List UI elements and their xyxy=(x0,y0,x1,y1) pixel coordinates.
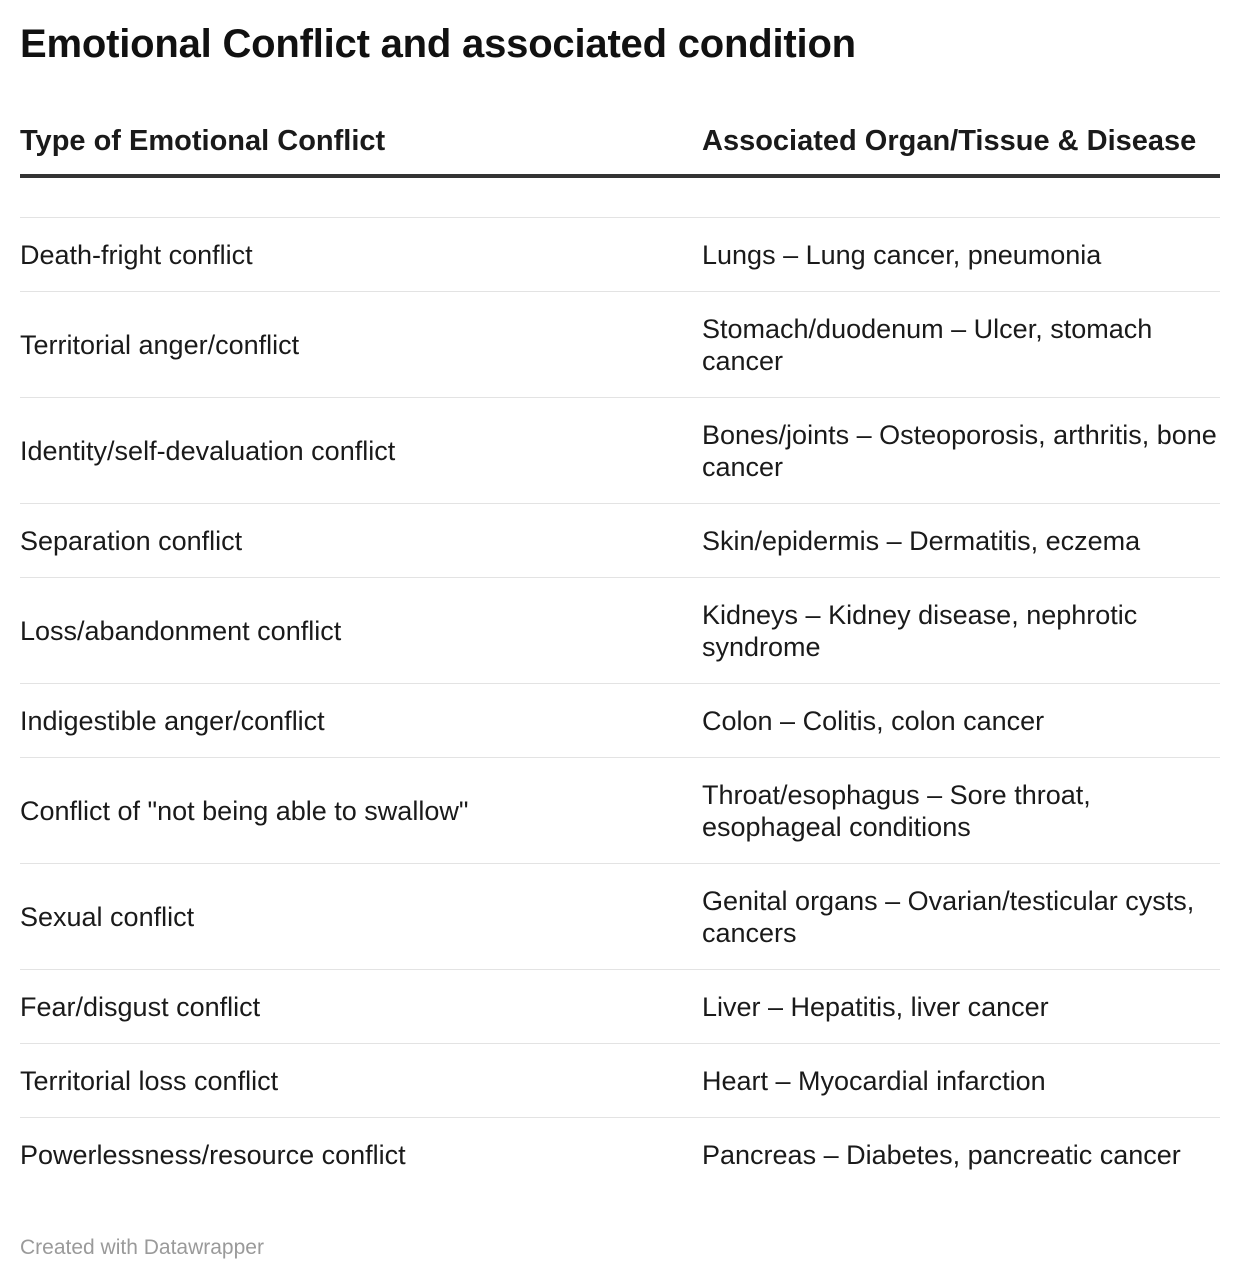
table-header xyxy=(20,108,1220,178)
organ-disease-cell: Genital organs – Ovarian/testicular cysts, cancers xyxy=(702,885,1195,948)
conflict-cell: Sexual conflict xyxy=(20,901,195,932)
table-row xyxy=(20,218,1220,292)
conflict-cell: Identity/self-devaluation conflict xyxy=(20,435,396,466)
organ-disease-cell: Pancreas – Diabetes, pancreatic cancer xyxy=(702,1140,1181,1170)
conflict-cell: Separation conflict xyxy=(20,525,243,556)
table-row xyxy=(20,292,1220,398)
header-organ-disease[interactable]: Associated Organ/Tissue & Disease xyxy=(702,124,1197,157)
organ-disease-cell: Colon – Colitis, colon cancer xyxy=(702,705,1045,736)
conflict-cell: Loss/abandonment conflict xyxy=(20,615,342,646)
conflict-cell: Territorial loss conflict xyxy=(20,1065,279,1096)
conflict-cell: Conflict of "not being able to swallow" xyxy=(20,795,469,826)
table-row xyxy=(20,864,1220,970)
table-row xyxy=(20,504,1220,578)
page-title: Emotional Conflict and associated condition xyxy=(20,22,856,66)
organ-disease-cell: Bones/joints – Osteoporosis, arthritis, bone cancer xyxy=(702,419,1217,482)
conflict-cell: Death-fright conflict xyxy=(20,239,253,270)
table-spacer xyxy=(20,178,1220,218)
organ-disease-cell: Liver – Hepatitis, liver cancer xyxy=(702,991,1049,1022)
table-row xyxy=(20,1044,1220,1118)
conflict-cell: Indigestible anger/conflict xyxy=(20,705,325,736)
table-row xyxy=(20,398,1220,504)
organ-disease-cell: Lungs – Lung cancer, pneumonia xyxy=(702,239,1102,270)
conflict-cell: Powerlessness/resource conflict xyxy=(20,1140,406,1170)
table-row xyxy=(20,758,1220,864)
table-row xyxy=(20,1118,1220,1192)
header-conflict-type[interactable]: Type of Emotional Conflict xyxy=(20,124,386,157)
table-row xyxy=(20,970,1220,1044)
conflict-cell: Fear/disgust conflict xyxy=(20,991,261,1022)
table-row xyxy=(20,684,1220,758)
table-row xyxy=(20,578,1220,684)
organ-disease-cell: Skin/epidermis – Dermatitis, eczema xyxy=(702,525,1141,556)
organ-disease-cell: Throat/esophagus – Sore throat, esophageal conditions xyxy=(702,779,1091,842)
organ-disease-cell: Stomach/duodenum – Ulcer, stomach cancer xyxy=(702,313,1153,376)
conflict-table xyxy=(20,108,1220,1192)
conflict-cell: Territorial anger/conflict xyxy=(20,329,300,360)
organ-disease-cell: Kidneys – Kidney disease, nephrotic syndrome xyxy=(702,599,1138,662)
datawrapper-credit-link[interactable]: Created with Datawrapper xyxy=(20,1236,264,1259)
organ-disease-cell: Heart – Myocardial infarction xyxy=(702,1065,1046,1096)
